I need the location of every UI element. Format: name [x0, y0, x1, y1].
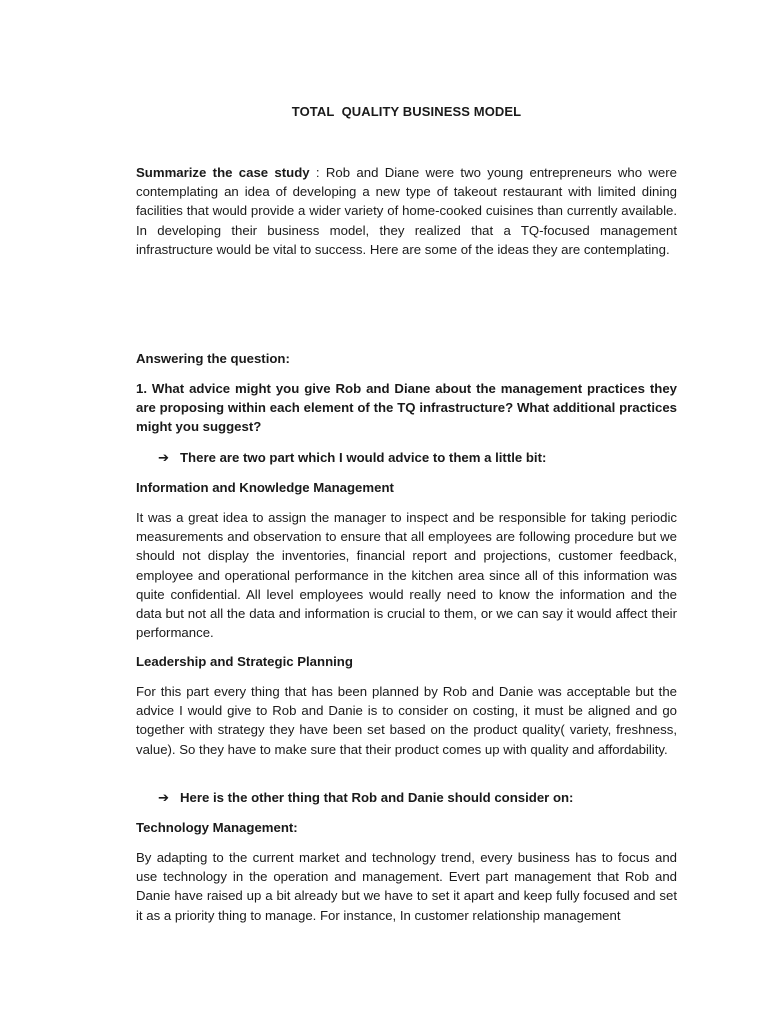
summary-label: Summarize the case study — [136, 165, 310, 180]
section-heading-information-knowledge: Information and Knowledge Management — [136, 480, 394, 495]
section-body-information-knowledge: It was a great idea to assign the manager to inspect and be responsible for taking periodic measurements and observation to ensure that all employees are following procedure but we should not display the inventories, financial report and projections, customer feedback, employee and operational performance in the kitchen area since all of this information was quite confidential. All level employees would really need to know the information and the data but not all the data and information is crucial to them, or we can say it would affect their performance. — [136, 510, 677, 641]
section-body-technology: By adapting to the current market and technology trend, every business has to focus and use technology in the operation and management. Evert part management that Rob and Danie have raised up a bit already but we have to set it apart and keep fully focused and set it as a priority thing to manage. For instance, In customer relationship management — [136, 850, 677, 923]
section-heading-technology: Technology Management: — [136, 820, 298, 835]
arrow-right-icon: ➔ — [158, 790, 170, 805]
section-heading-leadership-strategic: Leadership and Strategic Planning — [136, 654, 353, 669]
answering-heading: Answering the question: — [136, 351, 290, 366]
document-title: TOTAL QUALITY BUSINESS MODEL — [291, 104, 522, 119]
section-body-leadership-strategic: For this part every thing that has been planned by Rob and Danie was acceptable but the advice I would give to Rob and Danie is to consider on costing, it must be aligned and go together with strategy they have been set based on the product quality( variety, freshness, value). So they have to make sure that their product comes up with quality and affordability. — [136, 684, 677, 757]
bullet-text-1: There are two part which I would advice to them a little bit: — [180, 450, 547, 465]
question-1: 1. What advice might you give Rob and Diane about the management practices they are proposing within each element of the TQ infrastructure? What additional practices might you suggest? — [136, 381, 677, 435]
bullet-text-2: Here is the other thing that Rob and Danie should consider on: — [180, 790, 574, 805]
summary-text: : Rob and Diane were two young entrepreneurs who were contemplating an idea of developing a new type of takeout restaurant with limited dining facilities that would provide a wider variety of home-cooked cuisines than currently available. In developing their business model, they realized that a TQ-focused management infrastructure would be vital to success. Here are some of the ideas they are contemplating. — [136, 165, 677, 257]
bullet-item-1 — [158, 448, 678, 467]
summary-paragraph — [136, 163, 677, 259]
bullet-item-2 — [158, 788, 678, 807]
arrow-right-icon: ➔ — [158, 450, 170, 465]
